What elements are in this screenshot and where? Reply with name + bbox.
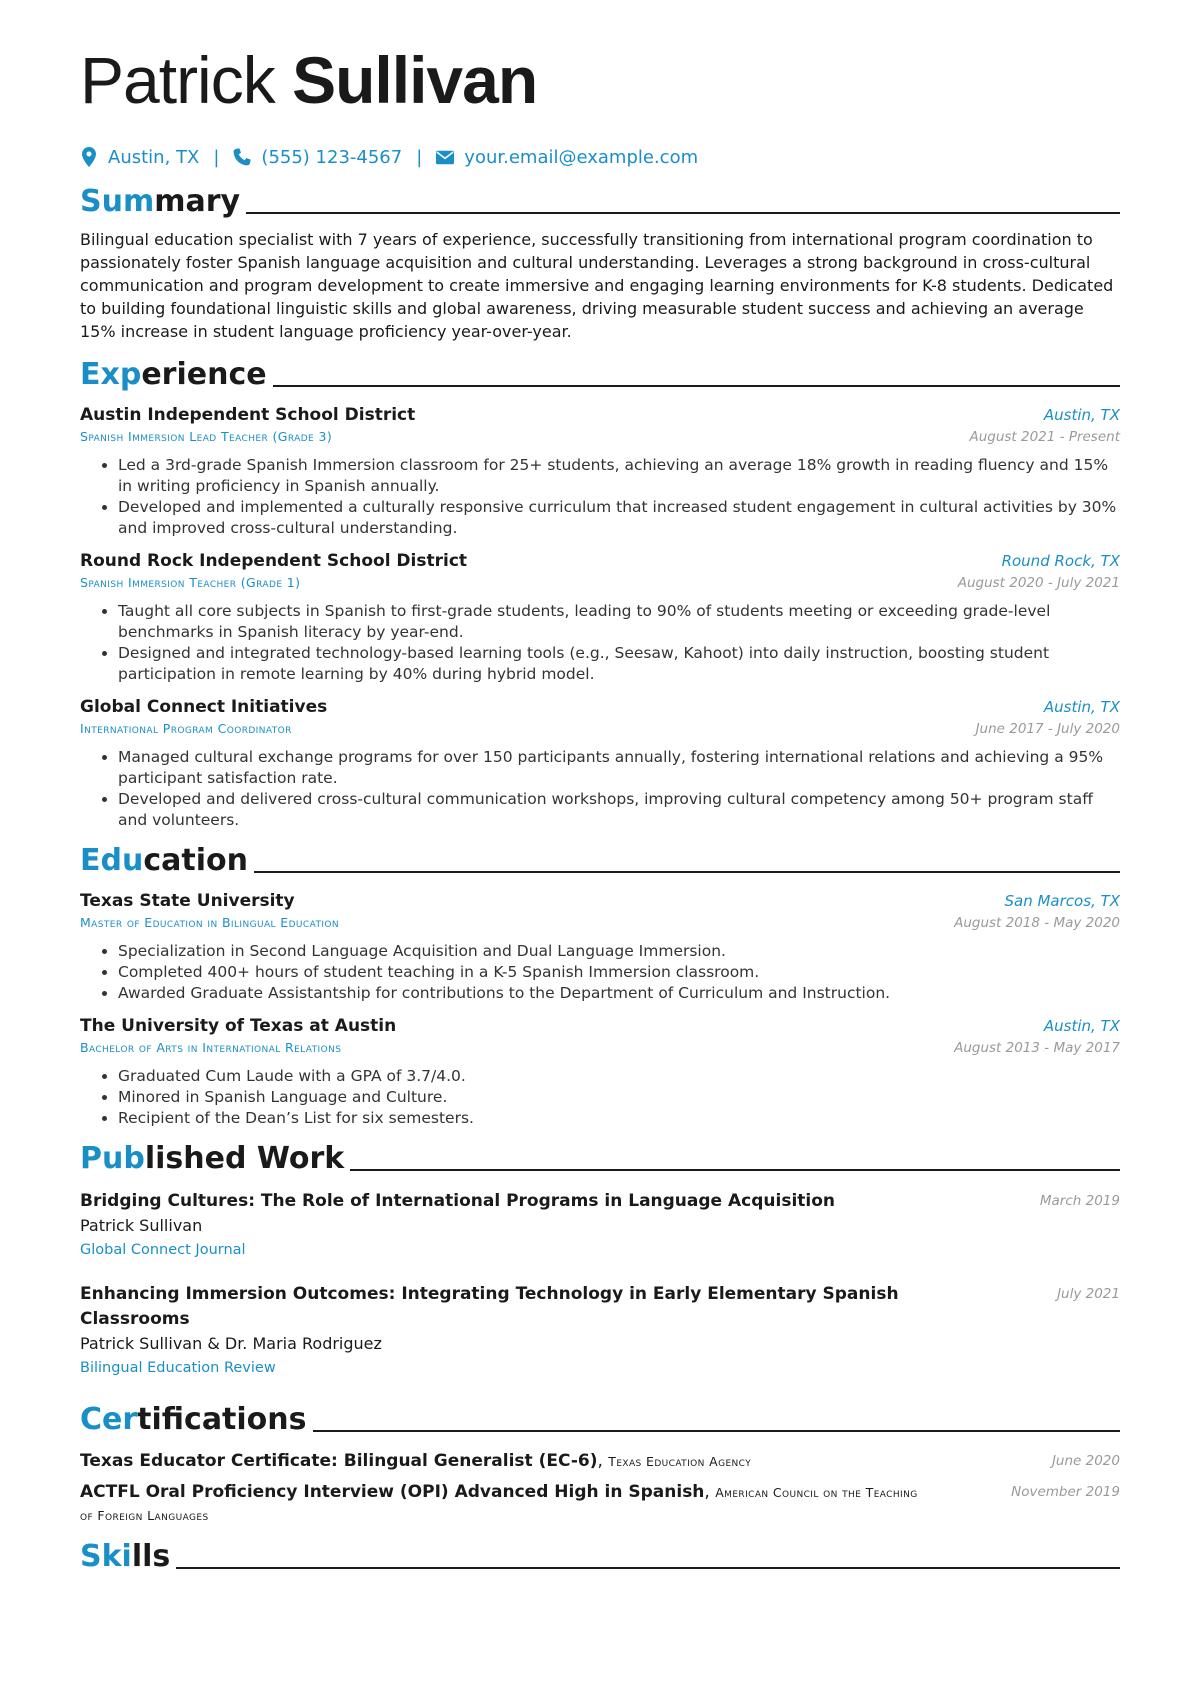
section-title-accent: Exp xyxy=(80,357,142,392)
entry-dates: August 2021 - Present xyxy=(969,429,1120,445)
section-title-rest: mary xyxy=(154,184,241,219)
entry-location: Austin, TX xyxy=(1043,698,1120,716)
entry-location: Austin, TX xyxy=(1043,406,1120,424)
publication-authors: Patrick Sullivan & Dr. Maria Rodriguez xyxy=(80,1334,382,1353)
school-name: The University of Texas at Austin xyxy=(80,1016,397,1036)
bullet-item: • Developed and delivered cross-cultural communication workshops, improving cultural competency among 50+ program staff and volunteers. xyxy=(118,789,1120,831)
resume-page xyxy=(80,40,1120,1575)
publication-title: Bridging Cultures: The Role of International Programs in Language Acquisition xyxy=(80,1191,836,1211)
section-title-accent: Cer xyxy=(80,1402,138,1437)
bullet-item: • Completed 400+ hours of student teaching in a K-5 Spanish Immersion classroom. xyxy=(118,962,1120,983)
section-header-summary xyxy=(80,184,1120,220)
certification-name: ACTFL Oral Proficiency Interview (OPI) Advanced High in Spanish xyxy=(80,1482,705,1502)
section-title-rest: erience xyxy=(141,357,267,392)
section-header-skills xyxy=(80,1539,1120,1575)
experience-entry xyxy=(80,403,1120,539)
certification-date: June 2020 xyxy=(1051,1453,1120,1469)
bullet-item: • Led a 3rd-grade Spanish Immersion classroom for 25+ students, achieving an average 18% growth in reading fluency and 15% in writing proficiency in Spanish annually. xyxy=(118,455,1120,497)
contact-separator: | xyxy=(213,146,220,168)
bullet-list xyxy=(80,941,1120,1004)
certification-issuer: American Council on the Teaching of Foreign Languages xyxy=(80,1485,918,1523)
publication-venue: Global Connect Journal xyxy=(80,1242,246,1258)
entry-location: San Marcos, TX xyxy=(1004,892,1120,910)
section-title-rest: lls xyxy=(131,1539,171,1574)
section-title-accent: Edu xyxy=(80,843,144,878)
bullet-list xyxy=(80,601,1120,685)
degree-name: Master of Education in Bilingual Education xyxy=(80,915,340,930)
publication-entry xyxy=(80,1189,1120,1262)
bullet-list xyxy=(80,455,1120,539)
contact-separator: | xyxy=(416,146,423,168)
bullet-item: • Awarded Graduate Assistantship for contributions to the Department of Curriculum and Instruction. xyxy=(118,983,1120,1004)
bullet-item: • Developed and implemented a culturally responsive curriculum that increased student engagement in cultural activities by 30% and improved cross-cultural understanding. xyxy=(118,497,1120,539)
job-title: International Program Coordinator xyxy=(80,721,292,736)
entry-location: Austin, TX xyxy=(1043,1017,1120,1035)
publication-authors: Patrick Sullivan xyxy=(80,1216,203,1235)
envelope-icon xyxy=(436,146,454,168)
section-rule xyxy=(176,1567,1120,1569)
section-title-rest: tifications xyxy=(137,1402,307,1437)
bullet-item: • Minored in Spanish Language and Culture. xyxy=(118,1087,1120,1108)
phone-text: (555) 123-4567 xyxy=(261,146,403,168)
section-title-accent: Pub xyxy=(80,1141,145,1176)
entry-dates: August 2020 - July 2021 xyxy=(957,575,1120,591)
education-entry xyxy=(80,889,1120,1004)
section-title-rest: cation xyxy=(143,843,248,878)
publication-venue: Bilingual Education Review xyxy=(80,1360,276,1376)
bullet-list xyxy=(80,1066,1120,1129)
section-rule xyxy=(350,1169,1120,1171)
section-rule xyxy=(273,385,1120,387)
publication-date: March 2019 xyxy=(1039,1193,1120,1209)
school-name: Texas State University xyxy=(80,891,295,911)
certification-name: Texas Educator Certificate: Bilingual Generalist (EC-6) xyxy=(80,1451,598,1471)
certification-date: November 2019 xyxy=(1011,1484,1120,1500)
contact-bar xyxy=(80,142,1120,172)
first-name: Patrick xyxy=(80,43,275,117)
section-title-accent: Ski xyxy=(80,1539,132,1574)
bullet-item: • Recipient of the Dean’s List for six semesters. xyxy=(118,1108,1120,1129)
education-entry xyxy=(80,1014,1120,1129)
employer-name: Round Rock Independent School District xyxy=(80,551,468,571)
bullet-item: • Graduated Cum Laude with a GPA of 3.7/4.0. xyxy=(118,1066,1120,1087)
entry-dates: August 2013 - May 2017 xyxy=(954,1040,1120,1056)
certification-entry: ACTFL Oral Proficiency Interview (OPI) Advanced High in Spanish, American Council on the Teaching of Foreign Languages November 2019 xyxy=(80,1481,1120,1527)
bullet-item: • Designed and integrated technology-based learning tools (e.g., Seesaw, Kahoot) into daily instruction, boosting student participation in remote learning by 40% during hybrid model. xyxy=(118,643,1120,685)
job-title: Spanish Immersion Lead Teacher (Grade 3) xyxy=(80,429,333,444)
certification-entry: Texas Educator Certificate: Bilingual Generalist (EC-6), Texas Education Agency June 2020 xyxy=(80,1451,1120,1471)
section-title-accent: Sum xyxy=(80,184,155,219)
section-header-education xyxy=(80,843,1120,879)
bullet-list xyxy=(80,747,1120,831)
last-name: Sullivan xyxy=(292,43,538,117)
publication-title: Enhancing Immersion Outcomes: Integrating Technology in Early Elementary Spanish Classrooms xyxy=(80,1284,899,1329)
map-pin-icon xyxy=(80,146,98,168)
location-text: Austin, TX xyxy=(108,146,200,168)
section-rule xyxy=(246,212,1120,214)
email-link[interactable]: your.email@example.com xyxy=(464,146,699,168)
entry-dates: August 2018 - May 2020 xyxy=(954,915,1120,931)
entry-location: Round Rock, TX xyxy=(1001,552,1120,570)
summary-text: Bilingual education specialist with 7 years of experience, successfully transitioning from international program coordination to passionately foster Spanish language acquisition and cultural understanding. Leverages a strong background in cross-cultural communication and program development to create immersive and engaging learning environments for K-8 students. Dedicated to building foundational linguistic skills and global awareness, driving measurable student success and achieving an average 15% increase in student language proficiency year-over-year. xyxy=(80,230,1114,341)
certification-issuer: Texas Education Agency xyxy=(608,1454,752,1469)
section-header-certifications xyxy=(80,1402,1120,1438)
section-title-rest: lished Work xyxy=(144,1141,345,1176)
publication-entry xyxy=(80,1282,1120,1380)
section-header-experience xyxy=(80,357,1120,393)
section-rule xyxy=(313,1430,1120,1432)
employer-name: Austin Independent School District xyxy=(80,405,416,425)
publication-date: July 2021 xyxy=(1057,1286,1120,1302)
experience-entry xyxy=(80,549,1120,685)
section-rule xyxy=(254,871,1120,873)
bullet-item: • Taught all core subjects in Spanish to first-grade students, leading to 90% of students meeting or exceeding grade-level benchmarks in Spanish literacy by year-end. xyxy=(118,601,1120,643)
phone-icon xyxy=(233,146,251,168)
bullet-item: • Managed cultural exchange programs for over 150 participants annually, fostering international relations and achieving a 95% participant satisfaction rate. xyxy=(118,747,1120,789)
bullet-item: • Specialization in Second Language Acquisition and Dual Language Immersion. xyxy=(118,941,1120,962)
entry-dates: June 2017 - July 2020 xyxy=(975,721,1120,737)
section-header-published-work xyxy=(80,1141,1120,1177)
degree-name: Bachelor of Arts in International Relations xyxy=(80,1040,342,1055)
employer-name: Global Connect Initiatives xyxy=(80,697,328,717)
job-title: Spanish Immersion Teacher (Grade 1) xyxy=(80,575,301,590)
experience-entry xyxy=(80,695,1120,831)
candidate-name xyxy=(80,40,1120,122)
